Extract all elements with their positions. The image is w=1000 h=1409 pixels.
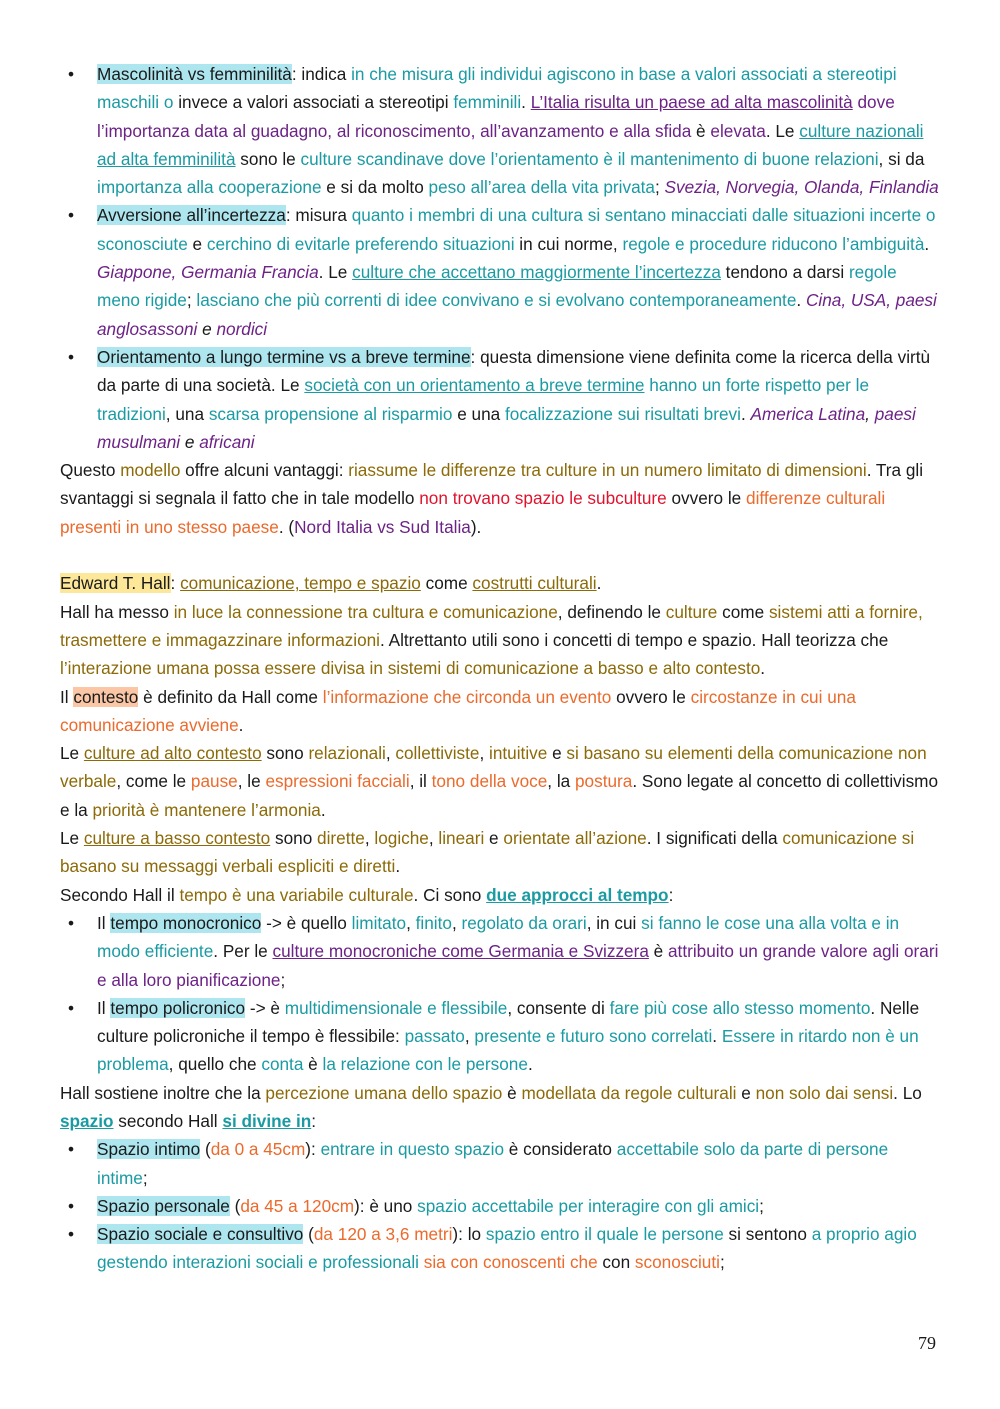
text-run: espressioni facciali [265,771,410,792]
text-run: da 45 a 120cm [240,1195,355,1216]
text-run: . [527,1054,533,1075]
text-run: africani [199,431,255,452]
text-run: . Per le [213,941,273,962]
paragraph [60,456,940,541]
text-run: ovvero le [611,686,691,707]
text-run: non solo dai sensi [755,1082,894,1103]
text-run: conta [261,1054,304,1075]
text-run: è considerato [504,1139,617,1160]
text-run: . [796,290,806,311]
text-run: : [170,573,181,594]
text-run: sconosciuti [634,1252,720,1273]
text-run: e una [452,403,505,424]
text-run: culture [665,601,718,622]
text-run: si basano su elementi della comunicazione non verbale [60,743,927,792]
text-run: priorità è mantenere l’armonia [92,799,321,820]
highlighted-term: Edward T. Hall [60,573,171,594]
text-run: -> è [245,997,285,1018]
text-run: . I significati della [646,828,783,849]
text-run: e [484,828,504,849]
text-run: invece a valori associati a stereotipi [173,92,454,113]
text-run: non trovano spazio le subculture [419,488,667,509]
bullet-list [60,60,940,456]
text-run: , il [409,771,432,792]
text-run: , [479,743,490,764]
document-body [60,60,940,1277]
text-run: attribuito un grande valore agli orari e alla loro pianificazione [97,941,939,990]
text-run: -> è quello [261,912,352,933]
paragraph [60,1079,940,1136]
text-run: a proprio agio gestendo interazioni sociali e professionali [97,1224,917,1273]
text-run: paesi musulmani [97,403,916,452]
text-run: quanto i membri di una cultura si sentano minacciati dalle situazioni incerte o sconosciute [97,205,936,254]
text-run: come [717,601,769,622]
text-run: ; [280,969,286,990]
text-run: ; [186,290,197,311]
text-run: l’informazione che circonda un evento [322,686,612,707]
paragraph [60,598,940,683]
highlighted-term: Spazio intimo [97,1139,201,1160]
text-run: femminili [453,92,522,113]
text-run: ovvero le [666,488,747,509]
text-run: è [502,1082,522,1103]
text-run: , [385,743,396,764]
text-run: Hall ha messo [60,601,174,622]
text-run: . [740,403,751,424]
text-run: finito [415,912,452,933]
text-run: e [547,743,567,764]
text-run: comunicazione, tempo e spazio [180,573,421,594]
text-run: Hall sostiene inoltre che la [60,1082,266,1103]
text-run: e [187,233,207,254]
text-run: collettiviste [395,743,480,764]
highlighted-term: tempo monocronico [110,912,262,933]
text-run: America Latina [750,403,866,424]
text-run: : misura [285,205,352,226]
text-run: e [197,318,217,339]
text-run: . ( [278,516,295,537]
text-run: . Le [765,120,800,141]
text-run: e [736,1082,756,1103]
text-run: . Altrettanto utili sono i concetti di tempo e spazio. Hall teorizza che [380,629,889,650]
text-run: Essere in ritardo non è un problema [97,1026,919,1075]
text-run: logiche [374,828,429,849]
text-run: spazio entro il quale le persone [485,1224,724,1245]
text-run: in che misura gli individui agiscono in base a valori associati a stereotipi maschili o [97,64,897,113]
paragraph [60,739,940,824]
text-run: , la [547,771,575,792]
text-run: è [303,1054,323,1075]
text-run: : questa dimensione viene definita come la ricerca della virtù da parte di una società. Le [97,346,931,396]
text-run: culture scandinave dove l’orientamento è il mantenimento di buone relazioni [300,148,879,169]
text-run: , [464,1026,475,1047]
text-run: Giappone, Germania Francia [97,262,319,283]
text-run: sono le [235,148,301,169]
paragraph [60,824,940,881]
text-run: si sentono [723,1224,812,1245]
text-run: hanno un forte rispetto per le tradizioni [97,375,870,424]
text-run: in cui norme, [514,233,623,254]
text-run: . [596,573,602,594]
text-run: elevata [710,120,766,141]
text-run: . Le [318,262,353,283]
text-run: dirette [317,828,365,849]
text-run: : indica [291,64,352,84]
text-run: ; [759,1195,764,1216]
text-run: , definendo le [557,601,666,622]
text-run: . [521,92,531,113]
text-run: cerchino di evitarle preferendo situazioni [206,233,515,254]
text-run: , [364,828,375,849]
text-run: . [395,856,401,877]
text-run: circostanze in cui una comunicazione avviene [60,686,856,735]
text-run: scarsa propensione al risparmio [208,403,453,424]
text-run: , in cui [586,912,642,933]
text-run: . Nelle culture policroniche il tempo è flessibile: [97,997,920,1047]
text-run: peso all’area della vita privata [428,177,655,198]
text-run: e si da molto [321,177,429,198]
text-run: . [760,658,766,679]
text-run: e [180,431,200,452]
text-run: ; [142,1167,148,1188]
text-run: l’interazione umana possa essere divisa in sistemi di comunicazione a basso e alto contesto [60,658,761,679]
text-run: culture monocroniche come Germania e Svizzera [272,941,649,962]
text-run: dove l’importanza data al guadagno, al riconoscimento, all’avanzamento e alla sfida [97,92,895,141]
text-run: entrare in questo spazio [320,1139,505,1160]
text-run: riassume le differenze tra culture in un numero limitato di dimensioni [348,460,867,481]
text-run: è [648,941,668,962]
text-run: . Ci sono [413,884,487,905]
highlighted-term: Mascolinità vs femminilità [97,64,292,84]
text-run: Il [60,686,74,707]
text-run: . Tra gli svantaggi si segnala il fatto che in tale modello [60,460,924,509]
text-run: importanza alla cooperazione [97,177,322,198]
text-run: sistemi atti a fornire, trasmettere e immagazzinare informazioni [60,601,923,650]
text-run: ( [229,1195,241,1216]
text-run: regolato da orari [461,912,587,933]
text-run: intuitive [489,743,548,764]
text-run: ): lo [452,1224,486,1245]
text-run: da 0 a 45cm [210,1139,306,1160]
text-run: modellata da regole culturali [521,1082,737,1103]
bullet-item [60,994,940,1079]
text-run: fare più cose allo stesso momento [609,997,871,1018]
text-run: da 120 a 3,6 metri [313,1224,453,1245]
text-run: tendono a darsi [720,262,849,283]
text-run: culture che accettano maggiormente l’incertezza [352,262,721,283]
text-run: secondo Hall [113,1110,223,1131]
text-run: focalizzazione sui risultati brevi [504,403,741,424]
text-run: con [597,1252,635,1273]
paragraph-spacer [60,541,940,569]
text-run: Le [60,743,84,764]
text-run: offre alcuni vantaggi: [180,460,349,481]
bullet-item [60,1135,940,1192]
text-run: , una [165,403,209,424]
text-run: regole e procedure riducono l’ambiguità [622,233,925,254]
paragraph [60,569,940,597]
text-run: culture a basso contesto [83,828,271,849]
bullet-item [60,201,940,342]
text-run: è [691,120,711,141]
text-run: presente e futuro sono correlati [474,1026,713,1047]
text-run: relazionali [308,743,386,764]
text-run: culture nazionali ad alta femminilità [97,120,924,169]
text-run: orientate all’azione [503,828,647,849]
highlighted-term: tempo policronico [110,997,246,1018]
text-run: lineari [438,828,485,849]
text-run: sono [270,828,318,849]
bullet-list [60,909,940,1079]
text-run: si fanno le cose una alla volta e in modo efficiente [97,912,900,962]
highlighted-term: Spazio sociale e consultivo [97,1224,304,1245]
text-run: come [420,573,473,594]
page-number: 79 [918,1333,936,1353]
text-run: la relazione con le persone [322,1054,528,1075]
text-run: . [238,714,244,735]
text-run: Il [97,912,111,933]
text-run: limitato [351,912,407,933]
text-run: nordici [216,318,268,339]
text-run: regole meno rigide [97,262,897,311]
text-run: , quello che [168,1054,262,1075]
text-run: ; [654,177,665,198]
text-run: , [428,828,439,849]
text-run: ). [470,516,482,537]
text-run: si divine in [222,1110,312,1131]
text-run: , si da [878,148,925,169]
text-run: culture ad alto contesto [83,743,262,764]
text-run: L’Italia risulta un paese ad alta mascolinità [530,92,853,113]
text-run: ): [305,1139,321,1160]
text-run: accettabile solo da parte di persone intime [97,1139,889,1188]
text-run: sia con conoscenti che [423,1252,598,1273]
text-run: due approcci al tempo [486,884,669,905]
text-run: ): è uno [354,1195,418,1216]
bullet-item [60,60,940,201]
text-run: : [311,1110,317,1131]
text-run: Svezia, Norvegia, Olanda, Finlandia [664,177,939,198]
text-run: pause [190,771,238,792]
text-run: comunicazione si basano su messaggi verbali espliciti e diretti [60,828,915,877]
bullet-item [60,909,940,994]
text-run: ( [200,1139,211,1160]
text-run: in luce la connessione tra cultura e comunicazione [173,601,558,622]
text-run: multidimensionale e flessibile [284,997,508,1018]
text-run: postura [574,771,633,792]
text-run: Il [97,997,111,1018]
text-run: tempo è una variabile culturale [179,884,414,905]
text-run: ( [303,1224,314,1245]
text-run: Questo [60,460,121,481]
bullet-item [60,343,940,456]
text-run: tono della voce [431,771,548,792]
text-run: . [320,799,326,820]
text-run: ; [719,1252,725,1273]
text-run: spazio [60,1110,114,1131]
text-run: è definito da Hall come [138,686,323,707]
text-run: , consente di [507,997,610,1018]
text-run: , [865,403,875,424]
text-run: Le [60,828,84,849]
bullet-item [60,1220,940,1277]
text-run: : [668,884,674,905]
text-run: Cina, USA, paesi anglosassoni [97,290,937,339]
bullet-list [60,1135,940,1276]
text-run: modello [120,460,181,481]
text-run: , [406,912,416,933]
text-run: lasciano che più correnti di idee convivano e si evolvano contemporaneamente [196,290,797,311]
text-run: differenze culturali presenti in uno stesso paese [60,488,886,537]
text-run: Secondo Hall il [60,884,180,905]
text-run: spazio accettabile per interagire con gli amici [417,1195,760,1216]
paragraph [60,881,940,909]
bullet-item [60,1192,940,1220]
text-run: società con un orientamento a breve termine [304,375,645,396]
text-run: passato [404,1026,465,1047]
text-run: , [451,912,462,933]
text-run: Nord Italia vs Sud Italia [294,516,471,537]
paragraph [60,683,940,740]
text-run: . Sono legate al concetto di collettivismo e la [60,771,939,820]
highlighted-term: Avversione all’incertezza [97,205,286,226]
text-run: sono [261,743,309,764]
highlighted-term: contesto [73,686,139,707]
text-run: percezione umana dello spazio [265,1082,503,1103]
text-run: . [924,233,930,254]
text-run: costrutti culturali [472,573,597,594]
text-run: , come le [116,771,191,792]
text-run: . Lo [893,1082,922,1103]
text-run: , le [237,771,266,792]
highlighted-term: Orientamento a lungo termine vs a breve termine [97,346,471,367]
highlighted-term: Spazio personale [97,1195,230,1216]
text-run: . [712,1026,722,1047]
